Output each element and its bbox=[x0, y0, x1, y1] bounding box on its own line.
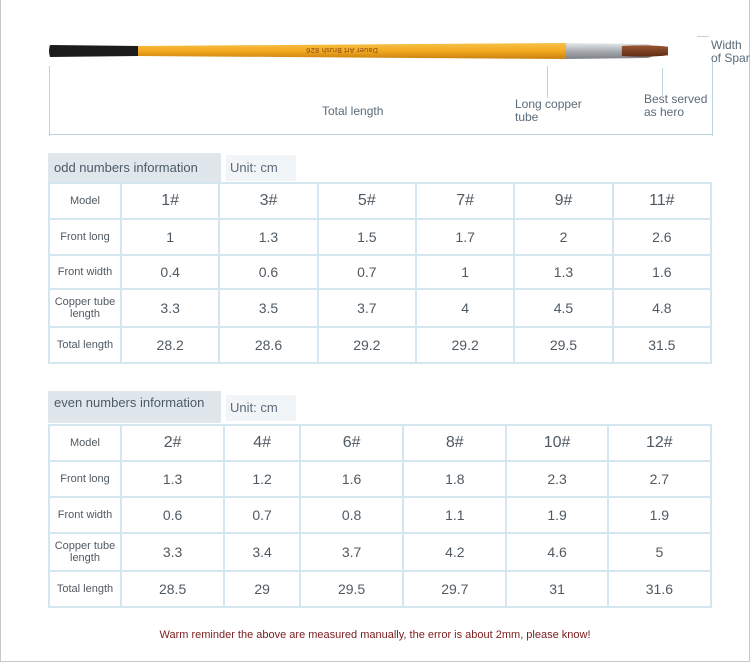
model-cell: 10# bbox=[506, 425, 607, 461]
value-cell: 1.6 bbox=[613, 255, 711, 289]
table-row bbox=[49, 255, 711, 289]
row-header: Model bbox=[49, 183, 121, 219]
row-header: Front long bbox=[49, 461, 121, 497]
value-cell: 0.6 bbox=[121, 497, 224, 533]
paint-brush-illustration bbox=[48, 38, 668, 64]
value-cell: 2.3 bbox=[506, 461, 607, 497]
hero-label: Best served as hero bbox=[644, 92, 708, 119]
dim-line-left bbox=[49, 66, 50, 136]
table-row bbox=[49, 327, 711, 363]
value-cell: 1.9 bbox=[608, 497, 711, 533]
model-cell: 4# bbox=[224, 425, 300, 461]
table-row bbox=[49, 289, 711, 327]
dim-line-tube bbox=[547, 66, 548, 98]
row-header: Model bbox=[49, 425, 121, 461]
value-cell: 3.7 bbox=[318, 289, 416, 327]
value-cell: 0.4 bbox=[121, 255, 219, 289]
model-cell: 6# bbox=[300, 425, 403, 461]
value-cell: 1.3 bbox=[514, 255, 612, 289]
value-cell: 2 bbox=[514, 219, 612, 255]
even-spec-table bbox=[48, 424, 712, 608]
row-header: Total length bbox=[49, 327, 121, 363]
total-length-label: Total length bbox=[322, 104, 384, 118]
row-header: Copper tube length bbox=[49, 533, 121, 571]
model-cell: 11# bbox=[613, 183, 711, 219]
value-cell: 1.9 bbox=[506, 497, 607, 533]
value-cell: 1.8 bbox=[403, 461, 506, 497]
row-header: Front width bbox=[49, 497, 121, 533]
warm-reminder-note: Warm reminder the above are measured manually, the error is about 2mm, please know! bbox=[159, 629, 591, 641]
value-cell: 31 bbox=[506, 571, 607, 607]
value-cell: 29.7 bbox=[403, 571, 506, 607]
row-header: Copper tube length bbox=[49, 289, 121, 327]
value-cell: 1.7 bbox=[416, 219, 514, 255]
table-row bbox=[49, 461, 711, 497]
value-cell: 4 bbox=[416, 289, 514, 327]
value-cell: 5 bbox=[608, 533, 711, 571]
value-cell: 31.5 bbox=[613, 327, 711, 363]
value-cell: 4.2 bbox=[403, 533, 506, 571]
odd-spec-table bbox=[48, 182, 712, 364]
table-row bbox=[49, 425, 711, 461]
value-cell: 1.3 bbox=[219, 219, 317, 255]
dim-line-total bbox=[49, 134, 713, 135]
table-row bbox=[49, 497, 711, 533]
copper-tube-label: Long copper tube bbox=[515, 97, 582, 124]
value-cell: 4.5 bbox=[514, 289, 612, 327]
model-cell: 2# bbox=[121, 425, 224, 461]
row-header: Front long bbox=[49, 219, 121, 255]
value-cell: 3.5 bbox=[219, 289, 317, 327]
table-row bbox=[49, 219, 711, 255]
model-cell: 9# bbox=[514, 183, 612, 219]
model-cell: 12# bbox=[608, 425, 711, 461]
value-cell: 1 bbox=[416, 255, 514, 289]
value-cell: 28.5 bbox=[121, 571, 224, 607]
value-cell: 1.2 bbox=[224, 461, 300, 497]
value-cell: 4.6 bbox=[506, 533, 607, 571]
value-cell: 29.5 bbox=[300, 571, 403, 607]
value-cell: 1.1 bbox=[403, 497, 506, 533]
model-cell: 8# bbox=[403, 425, 506, 461]
even-section-label: even numbers information bbox=[48, 391, 221, 423]
value-cell: 0.6 bbox=[219, 255, 317, 289]
dim-line-width bbox=[697, 36, 709, 37]
value-cell: 29.5 bbox=[514, 327, 612, 363]
model-cell: 3# bbox=[219, 183, 317, 219]
value-cell: 4.8 bbox=[613, 289, 711, 327]
value-cell: 1.5 bbox=[318, 219, 416, 255]
row-header: Total length bbox=[49, 571, 121, 607]
value-cell: 2.7 bbox=[608, 461, 711, 497]
handle-print-text: Dauer Art Brush 826 bbox=[306, 46, 378, 54]
table-row bbox=[49, 533, 711, 571]
table-row bbox=[49, 183, 711, 219]
value-cell: 29.2 bbox=[416, 327, 514, 363]
row-header: Front width bbox=[49, 255, 121, 289]
value-cell: 3.3 bbox=[121, 289, 219, 327]
value-cell: 3.7 bbox=[300, 533, 403, 571]
value-cell: 29 bbox=[224, 571, 300, 607]
value-cell: 1.6 bbox=[300, 461, 403, 497]
value-cell: 0.7 bbox=[318, 255, 416, 289]
value-cell: 29.2 bbox=[318, 327, 416, 363]
even-unit-label: Unit: cm bbox=[226, 395, 296, 421]
value-cell: 28.2 bbox=[121, 327, 219, 363]
value-cell: 3.3 bbox=[121, 533, 224, 571]
odd-section-label: odd numbers information bbox=[48, 153, 221, 183]
width-of-spar-label: Width of Spar bbox=[711, 38, 750, 65]
value-cell: 3.4 bbox=[224, 533, 300, 571]
model-cell: 5# bbox=[318, 183, 416, 219]
value-cell: 0.8 bbox=[300, 497, 403, 533]
value-cell: 31.6 bbox=[608, 571, 711, 607]
brush-grip-end bbox=[49, 45, 140, 57]
value-cell: 1.3 bbox=[121, 461, 224, 497]
value-cell: 0.7 bbox=[224, 497, 300, 533]
value-cell: 28.6 bbox=[219, 327, 317, 363]
brush-bristles bbox=[622, 45, 668, 56]
value-cell: 1 bbox=[121, 219, 219, 255]
table-row bbox=[49, 571, 711, 607]
value-cell: 2.6 bbox=[613, 219, 711, 255]
odd-unit-label: Unit: cm bbox=[226, 155, 296, 181]
model-cell: 1# bbox=[121, 183, 219, 219]
model-cell: 7# bbox=[416, 183, 514, 219]
